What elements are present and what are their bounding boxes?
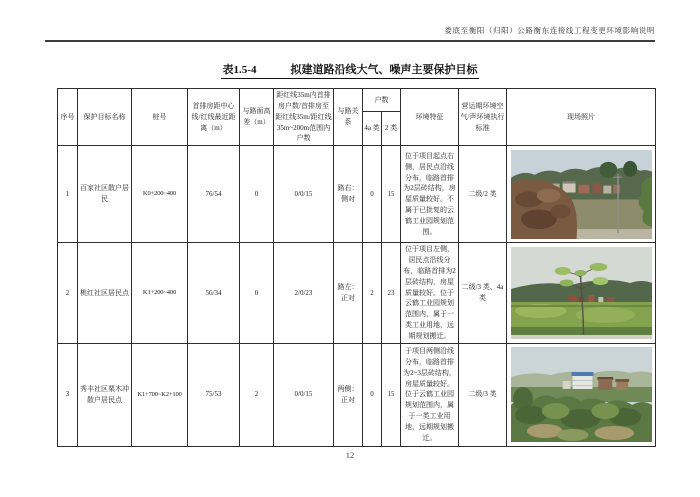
running-header: 娄底至衡阳（归阳）公路衡东连接线工程变更环境影响说明 [444, 26, 655, 35]
header-height-diff: 与路面高差（m） [240, 89, 274, 146]
cell-first-row-distance: 75/53 [188, 343, 240, 446]
table-caption-title: 拟建道路沿线大气、噪声主要保护目标 [290, 64, 478, 76]
cell-first-row-distance: 56/34 [188, 243, 240, 344]
cell-road-relation: 两侧：正对 [334, 343, 363, 446]
table-row [58, 243, 656, 344]
page-number: 12 [345, 450, 355, 460]
header-stake: 桩号 [132, 89, 188, 146]
photo-cell [507, 343, 656, 446]
table-row [58, 343, 656, 446]
site-photo-1 [511, 150, 652, 239]
cell-seq: 2 [58, 243, 78, 344]
cell-height-diff: 0 [240, 146, 274, 243]
cell-standard: 二级/2 类 [459, 146, 507, 243]
header-class-2: 2 类 [382, 111, 401, 145]
protection-targets-table-wrap [57, 88, 656, 447]
header-row-1 [58, 89, 656, 112]
header-standard: 营运期环境空气/声环境执行标准 [459, 89, 507, 146]
header-name: 保护目标名称 [78, 89, 132, 146]
header-road-relation: 与路关系 [334, 89, 363, 146]
cell-seq: 3 [58, 343, 78, 446]
cell-households-35m: 0/0/15 [274, 146, 334, 243]
header-photo: 现场照片 [507, 89, 656, 146]
cell-road-relation: 路左：正对 [334, 243, 363, 344]
cell-height-diff: 0 [240, 243, 274, 344]
header-seq: 序号 [58, 89, 78, 146]
cell-standard: 二级/3 类、4a 类 [459, 243, 507, 344]
cell-name: 百家社区散户居民 [78, 146, 132, 243]
table-caption-label: 表1.5-4 [222, 64, 257, 76]
cell-seq: 1 [58, 146, 78, 243]
header-env-feature: 环境特征 [401, 89, 459, 146]
header-class-4a: 4a 类 [363, 111, 382, 145]
cell-class-2: 23 [382, 243, 401, 344]
cell-env-feature: 位于项目起点右侧，居民点沿线分布，临路首排为2层砖结构，房屋质量较好。不属于已批复的云鹤工业园规划范围。 [401, 146, 459, 243]
cell-name: 秀丰社区栗木冲散户居民点 [78, 343, 132, 446]
cell-households-35m: 0/0/15 [274, 343, 334, 446]
cell-height-diff: 2 [240, 343, 274, 446]
cell-stake: K1+700~K2+100 [132, 343, 188, 446]
cell-class-4a: 2 [363, 243, 382, 344]
cell-stake: K0+200~400 [132, 146, 188, 243]
table-caption [0, 61, 700, 79]
header-rule [45, 40, 655, 42]
protection-targets-table [57, 88, 656, 447]
cell-class-4a: 0 [363, 146, 382, 243]
header-first-row-distance: 首排房距中心线/红线最近距离（m） [188, 89, 240, 146]
cell-households-35m: 2/0/23 [274, 243, 334, 344]
cell-name: 桃红社区居民点 [78, 243, 132, 344]
site-photo-2 [511, 247, 652, 339]
cell-stake: K1+200~400 [132, 243, 188, 344]
table-row [58, 146, 656, 243]
header-households: 户数 [363, 89, 401, 112]
cell-standard: 二级/3 类 [459, 343, 507, 446]
header-households-35m: 距红线35m内首排房户数/首排房至距红线35m/距红线35m~200m范围内户数 [274, 89, 334, 146]
site-photo-3 [511, 347, 652, 442]
cell-first-row-distance: 76/54 [188, 146, 240, 243]
cell-class-2: 15 [382, 146, 401, 243]
cell-env-feature: 位于项目左侧，居民点沿线分布，临路首排为2层砖结构，房屋质量较好。位于云鹤工业园规划范围内，属于一类工业用地，远期规划搬迁。 [401, 243, 459, 344]
photo-cell [507, 146, 656, 243]
cell-env-feature: 于项目两侧沿线分布，临路首排为2~3层砖结构，房屋质量较好。位于云鹤工业园规划范围内，属于一类工业用地，远期规划搬迁。 [401, 343, 459, 446]
cell-class-4a: 0 [363, 343, 382, 446]
table-caption-underline [221, 61, 480, 79]
cell-road-relation: 路右：侧对 [334, 146, 363, 243]
photo-cell [507, 243, 656, 344]
cell-class-2: 15 [382, 343, 401, 446]
